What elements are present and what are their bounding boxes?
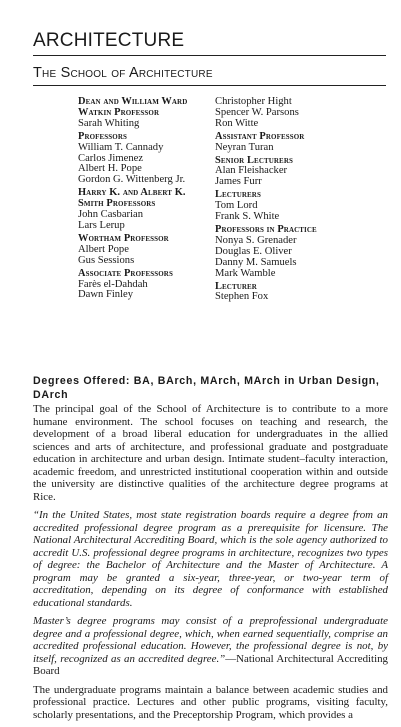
faculty-group [78, 188, 210, 232]
faculty-column-left [78, 97, 210, 303]
faculty-group [215, 190, 375, 223]
faculty-title: Associate Professors [78, 267, 173, 279]
faculty-name: Spencer W. Parsons [215, 106, 299, 118]
faculty-group [215, 156, 375, 189]
faculty-name: James Furr [215, 176, 262, 188]
faculty-name: Albert Pope [78, 243, 129, 255]
faculty-name: John Casbarian [78, 209, 144, 221]
faculty-name: Neyran Turan [215, 141, 274, 153]
faculty-name: Lars Lerup [78, 219, 125, 231]
faculty-title: Professors [78, 130, 127, 142]
heading-rule [33, 55, 386, 56]
quote-source: —National Architectural Accrediting Board [33, 652, 388, 677]
faculty-name: William T. Cannady [78, 141, 164, 153]
faculty-title: Harry K. and Albert K. Smith Professors [78, 187, 186, 210]
faculty-name: Tom Lord [215, 200, 258, 212]
paragraph-masters-quote [33, 615, 388, 678]
faculty-group [215, 225, 375, 280]
faculty-group [78, 234, 210, 267]
faculty-group [78, 97, 210, 130]
paragraph-accreditation-quote: “In the United States, most state registration boards require a degree from an accredited professional degree program as a prerequisite for licensure. The National Architectural Accrediting Board, which is the sole agency authorized to accredit U.S. professional degree programs in architecture, recognizes two types of degree: the Bachelor of Architecture and the Master of Architecture. A program may be granted a six-year, three-year, or two-year term of accreditation, depending on its degree of conformance with established educational standards. [33, 509, 388, 609]
faculty-name: Gus Sessions [78, 254, 135, 266]
degrees-offered-heading: Degrees Offered: BA, BArch, MArch, MArch in Urban Design, DArch [33, 375, 380, 401]
faculty-title: Senior Lecturers [215, 154, 293, 166]
masters-quote-text: Master’s degree programs may consist of a preprofessional undergraduate degree and a professional degree, which, when earned sequentially, comprise an accredited professional education. However, the professional degree is not, by itself, recognized as an accredited degree.” [33, 615, 388, 665]
faculty-group [215, 132, 375, 154]
faculty-name: Stephen Fox [215, 291, 269, 303]
faculty-name: Sarah Whiting [78, 117, 140, 129]
faculty-name: Carlos Jimenez [78, 152, 144, 164]
paragraph-undergraduate: The undergraduate programs maintain a balance between academic studies and professional practice. Lectures and other public programs, visiting faculty, scholarly presentations, and the Preceptorship Program, which provides a [33, 683, 388, 721]
faculty-name: Albert H. Pope [78, 163, 142, 175]
faculty-name: Gordon G. Wittenberg Jr. [78, 174, 186, 186]
faculty-name: Alan Fleishacker [215, 165, 288, 177]
subheading-rule [33, 85, 386, 86]
faculty-group [215, 282, 375, 304]
faculty-group [78, 132, 210, 187]
faculty-name: Douglas E. Oliver [215, 245, 292, 257]
faculty-name: Dawn Finley [78, 289, 134, 301]
body-text [33, 403, 388, 727]
faculty-name: Nonya S. Grenader [215, 234, 297, 246]
page-heading: ARCHITECTURE [33, 30, 185, 51]
faculty-group [215, 97, 375, 130]
faculty-title: Wortham Professor [78, 232, 169, 244]
faculty-column-right [215, 97, 375, 305]
faculty-title: Lecturers [215, 189, 261, 201]
faculty-title: Dean and William Ward Watkin Professor [78, 96, 188, 118]
paragraph-mission: The principal goal of the School of Architecture is to contribute to a more humane environment. The school focuses on teaching and research, the development of a broad liberal education for undergraduates in the allied sciences and arts of architecture, and professional graduate and postgraduate education in architecture and urban design. Intimate student–faculty interaction, academic freedom, and unrestricted institutional cooperation within and outside the university are distinctive qualities of the architecture degree programs at Rice. [33, 403, 388, 503]
faculty-name: Mark Wamble [215, 267, 276, 279]
faculty-name: Christopher Hight [215, 96, 292, 107]
faculty-name: Farès el-Dahdah [78, 278, 148, 290]
faculty-title: Lecturer [215, 280, 257, 292]
faculty-title: Professors in Practice [215, 223, 317, 235]
faculty-title: Assistant Professor [215, 130, 305, 142]
faculty-name: Danny M. Samuels [215, 256, 297, 268]
faculty-name: Frank S. White [215, 211, 280, 223]
faculty-group [78, 269, 210, 302]
section-subheading: The School of Architecture [33, 65, 213, 81]
faculty-name: Ron Witte [215, 117, 259, 129]
